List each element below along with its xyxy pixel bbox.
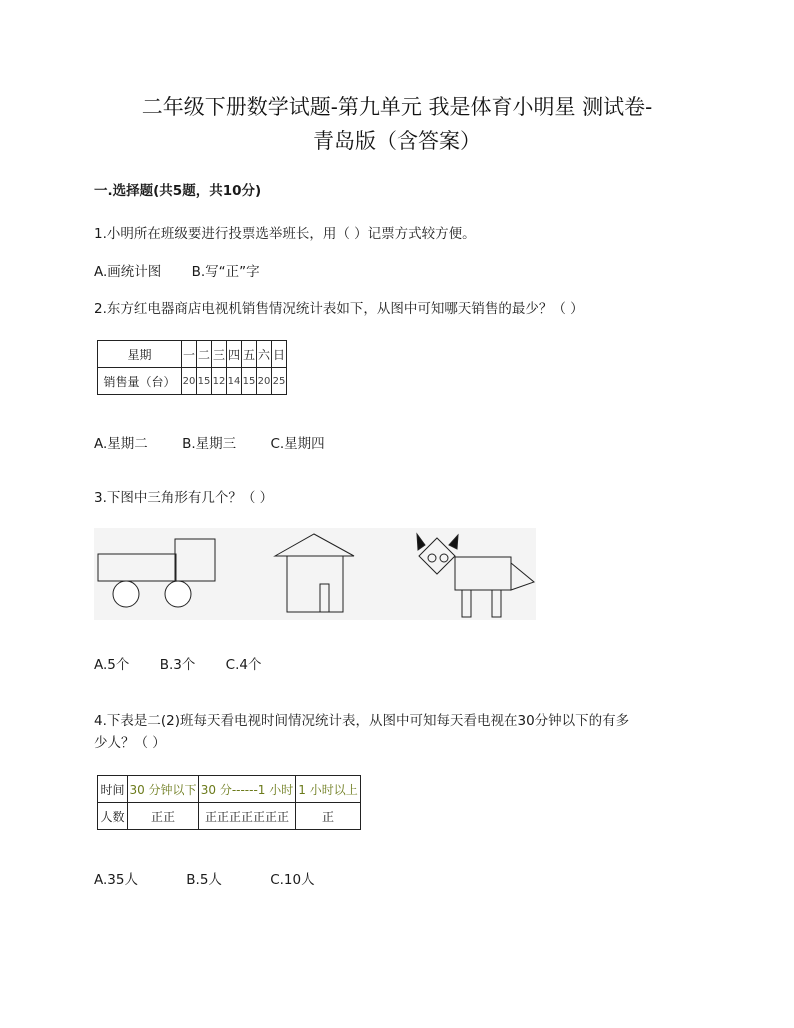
tally-cell: 正正: [128, 803, 199, 830]
truck-wheel: [113, 581, 139, 607]
question-4-text-line2: 少人？（ ）: [94, 735, 166, 751]
row-label-cell: 人数: [98, 803, 128, 830]
question-4-text-line1: 4.下表是二(2)班每天看电视时间情况统计表，从图中可知每天看电视在30分钟以下的有多: [94, 713, 630, 729]
table-header-cell: 30 分钟以下: [128, 776, 199, 803]
day-cell: 三: [212, 341, 227, 368]
option-b: B.星期三: [182, 436, 237, 452]
question-3-options: [94, 656, 261, 674]
section-heading: 一.选择题(共5题，共10分): [94, 183, 262, 199]
table-row: [98, 341, 287, 368]
table-header-cell: 星期: [98, 341, 182, 368]
question-4-options: [94, 871, 315, 889]
option-c: C.10人: [270, 872, 315, 888]
option-c: C.星期四: [270, 436, 325, 452]
row-label-cell: 销售量（台）: [98, 368, 182, 395]
shapes-figure: [94, 528, 536, 620]
table-row: [98, 803, 361, 830]
value-cell: 14: [227, 368, 242, 395]
question-1-options: [94, 263, 260, 281]
day-cell: 二: [197, 341, 212, 368]
option-a: A.35人: [94, 872, 138, 888]
day-cell: 日: [272, 341, 287, 368]
truck-wheel: [165, 581, 191, 607]
table-header-cell: 1 小时以上: [296, 776, 361, 803]
table-row: [98, 368, 287, 395]
sales-table: [97, 340, 287, 395]
option-b: B.写“正”字: [191, 264, 260, 280]
option-a: A.5个: [94, 657, 130, 673]
option-b: B.5人: [186, 872, 222, 888]
value-cell: 20: [182, 368, 197, 395]
question-3-text: 3.下图中三角形有几个？（ ）: [94, 490, 274, 506]
option-c: C.4个: [225, 657, 262, 673]
value-cell: 20: [257, 368, 272, 395]
day-cell: 一: [182, 341, 197, 368]
table-header-cell: 时间: [98, 776, 128, 803]
tally-cell: 正: [296, 803, 361, 830]
question-1-text: 1.小明所在班级要进行投票选举班长，用（ ）记票方式较方便。: [94, 226, 476, 242]
value-cell: 15: [197, 368, 212, 395]
option-a: A.画统计图: [94, 264, 162, 280]
value-cell: 25: [272, 368, 287, 395]
question-2-text: 2.东方红电器商店电视机销售情况统计表如下，从图中可知哪天销售的最少？（ ）: [94, 301, 584, 317]
document-title-line1: 二年级下册数学试题-第九单元 我是体育小明星 测试卷-: [141, 95, 653, 119]
value-cell: 15: [242, 368, 257, 395]
option-a: A.星期二: [94, 436, 148, 452]
table-header-cell: 30 分------1 小时: [199, 776, 296, 803]
tv-time-table: [97, 775, 361, 830]
value-cell: 12: [212, 368, 227, 395]
day-cell: 六: [257, 341, 272, 368]
tally-cell: 正正正正正正正: [199, 803, 296, 830]
question-2-options: [94, 435, 325, 453]
table-row: [98, 776, 361, 803]
day-cell: 四: [227, 341, 242, 368]
document-title-line2: 青岛版（含答案）: [313, 129, 481, 153]
day-cell: 五: [242, 341, 257, 368]
option-b: B.3个: [159, 657, 196, 673]
figure-background: [94, 528, 536, 620]
